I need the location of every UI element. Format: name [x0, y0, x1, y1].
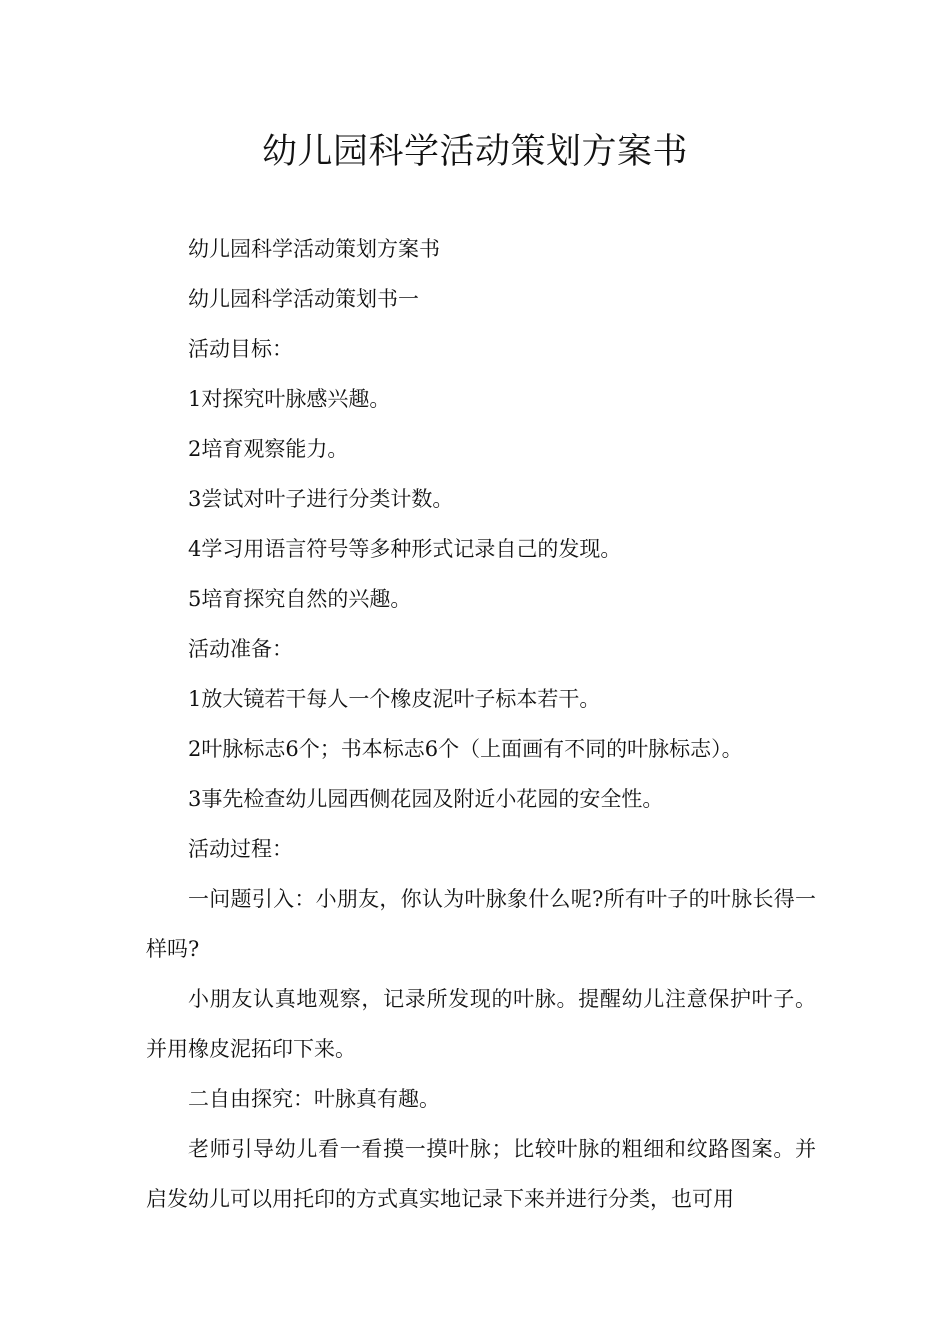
- paragraph: 幼儿园科学活动策划书一: [188, 287, 419, 311]
- paragraph: 3尝试对叶子进行分类计数。: [188, 487, 454, 511]
- paragraph: 2培育观察能力。: [188, 437, 349, 461]
- paragraph: 1放大镜若干每人一个橡皮泥叶子标本若干。: [188, 687, 601, 711]
- paragraph: 活动过程：: [188, 837, 293, 861]
- paragraph: 4学习用语言符号等多种形式记录自己的发现。: [188, 537, 622, 561]
- paragraph: 一问题引入：小朋友，你认为叶脉象什么呢?所有叶子的叶脉长得一样吗?: [146, 887, 816, 961]
- paragraph: 活动目标：: [188, 337, 293, 361]
- paragraph: 二自由探究：叶脉真有趣。: [188, 1087, 440, 1111]
- paragraph: 活动准备：: [188, 637, 293, 661]
- document-body: [146, 224, 816, 1224]
- paragraph: 幼儿园科学活动策划方案书: [188, 237, 440, 261]
- paragraph: 小朋友认真地观察，记录所发现的叶脉。提醒幼儿注意保护叶子。并用橡皮泥拓印下来。: [146, 987, 816, 1061]
- paragraph: 5培育探究自然的兴趣。: [188, 587, 412, 611]
- document-title: 幼儿园科学活动策划方案书: [261, 132, 688, 172]
- paragraph: 2叶脉标志6个；书本标志6个（上面画有不同的叶脉标志）。: [188, 737, 743, 761]
- paragraph: 1对探究叶脉感兴趣。: [188, 387, 391, 411]
- paragraph: 老师引导幼儿看一看摸一摸叶脉；比较叶脉的粗细和纹路图案。并启发幼儿可以用托印的方式真实地记录下来并进行分类，也可用: [146, 1137, 816, 1211]
- paragraph: 3事先检查幼儿园西侧花园及附近小花园的安全性。: [188, 787, 664, 811]
